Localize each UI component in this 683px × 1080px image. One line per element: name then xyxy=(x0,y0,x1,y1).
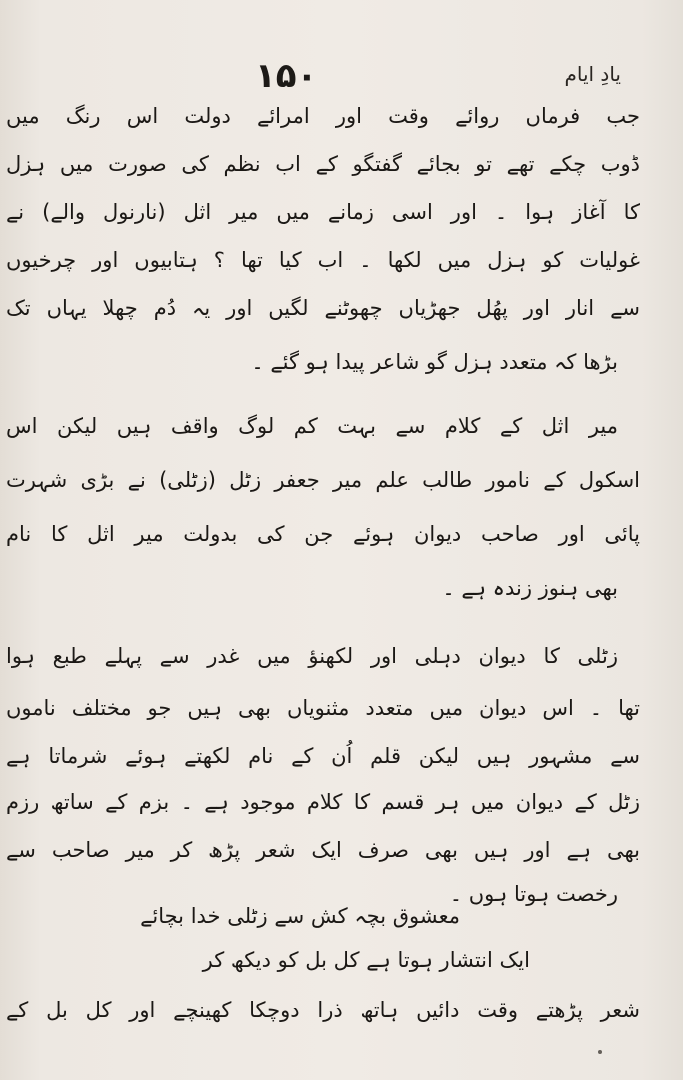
text-line: بڑھا کہ متعدد ہزل گو شاعر پیدا ہو گئے ۔ xyxy=(251,350,618,374)
verse-line: معشوق بچہ کش سے زٹلی خدا بچائے xyxy=(140,904,460,928)
page-header xyxy=(0,52,683,96)
text-line: پائی اور صاحب دیوان ہوئے جن کی بدولت میر اثل کا نام xyxy=(6,522,640,546)
paper-speck xyxy=(598,1050,602,1054)
text-line: بھی ہے اور ہیں بھی صرف ایک شعر پڑھ کر میر صاحب سے xyxy=(6,838,640,862)
text-line: سے مشہور ہیں لیکن قلم اُن کے نام لکھتے ہوئے شرماتا ہے xyxy=(6,744,640,768)
text-line: کا آغاز ہوا ۔ اور اسی زمانے میں میر اثل (نارنول والے) نے xyxy=(6,200,640,224)
text-line: رخصت ہوتا ہوں ۔ xyxy=(449,882,618,906)
text-line: اسکول کے نامور طالب علم میر جعفر زٹل (زٹلی) نے بڑی شہرت xyxy=(6,468,640,492)
verse-line: ایک انتشار ہوتا ہے کل بل کو دیکھ کر xyxy=(202,948,530,972)
text-line: زٹلی کا دیوان دہلی اور لکھنؤ میں غدر سے پہلے طبع ہوا xyxy=(6,644,618,668)
text-line: غولیات کو ہزل میں لکھا ۔ اب کیا تھا ؟ ہتابیوں اور چرخیوں xyxy=(6,248,640,272)
running-title: یادِ ایام xyxy=(564,62,621,86)
text-line: زٹل کے دیوان میں ہر قسم کا کلام موجود ہے ۔ بزم کے ساتھ رزم xyxy=(6,790,640,814)
text-line: بھی ہنوز زندہ ہے ۔ xyxy=(442,576,618,600)
text-line: میر اثل کے کلام سے بہت کم لوگ واقف ہیں لیکن اس xyxy=(6,414,618,438)
text-body xyxy=(6,96,640,1071)
text-line: تھا ۔ اس دیوان میں متعدد مثنویاں بھی ہیں جو مختلف ناموں xyxy=(6,696,640,720)
text-line: سے انار اور پھُل جھڑیاں چھوٹنے لگیں اور یہ دُم چھلا یہاں تک xyxy=(6,296,640,320)
page-number: ۱۵۰ xyxy=(255,56,318,96)
text-line: ڈوب چکے تھے تو بجائے گفتگو کے اب نظم کی صورت میں ہزل xyxy=(6,152,640,176)
text-line: جب فرماں روائے وقت اور امرائے دولت اس رنگ میں xyxy=(6,104,640,128)
text-line: شعر پڑھتے وقت دائیں ہاتھ ذرا دوچکا کھینچے اور کل بل کے xyxy=(6,998,640,1022)
